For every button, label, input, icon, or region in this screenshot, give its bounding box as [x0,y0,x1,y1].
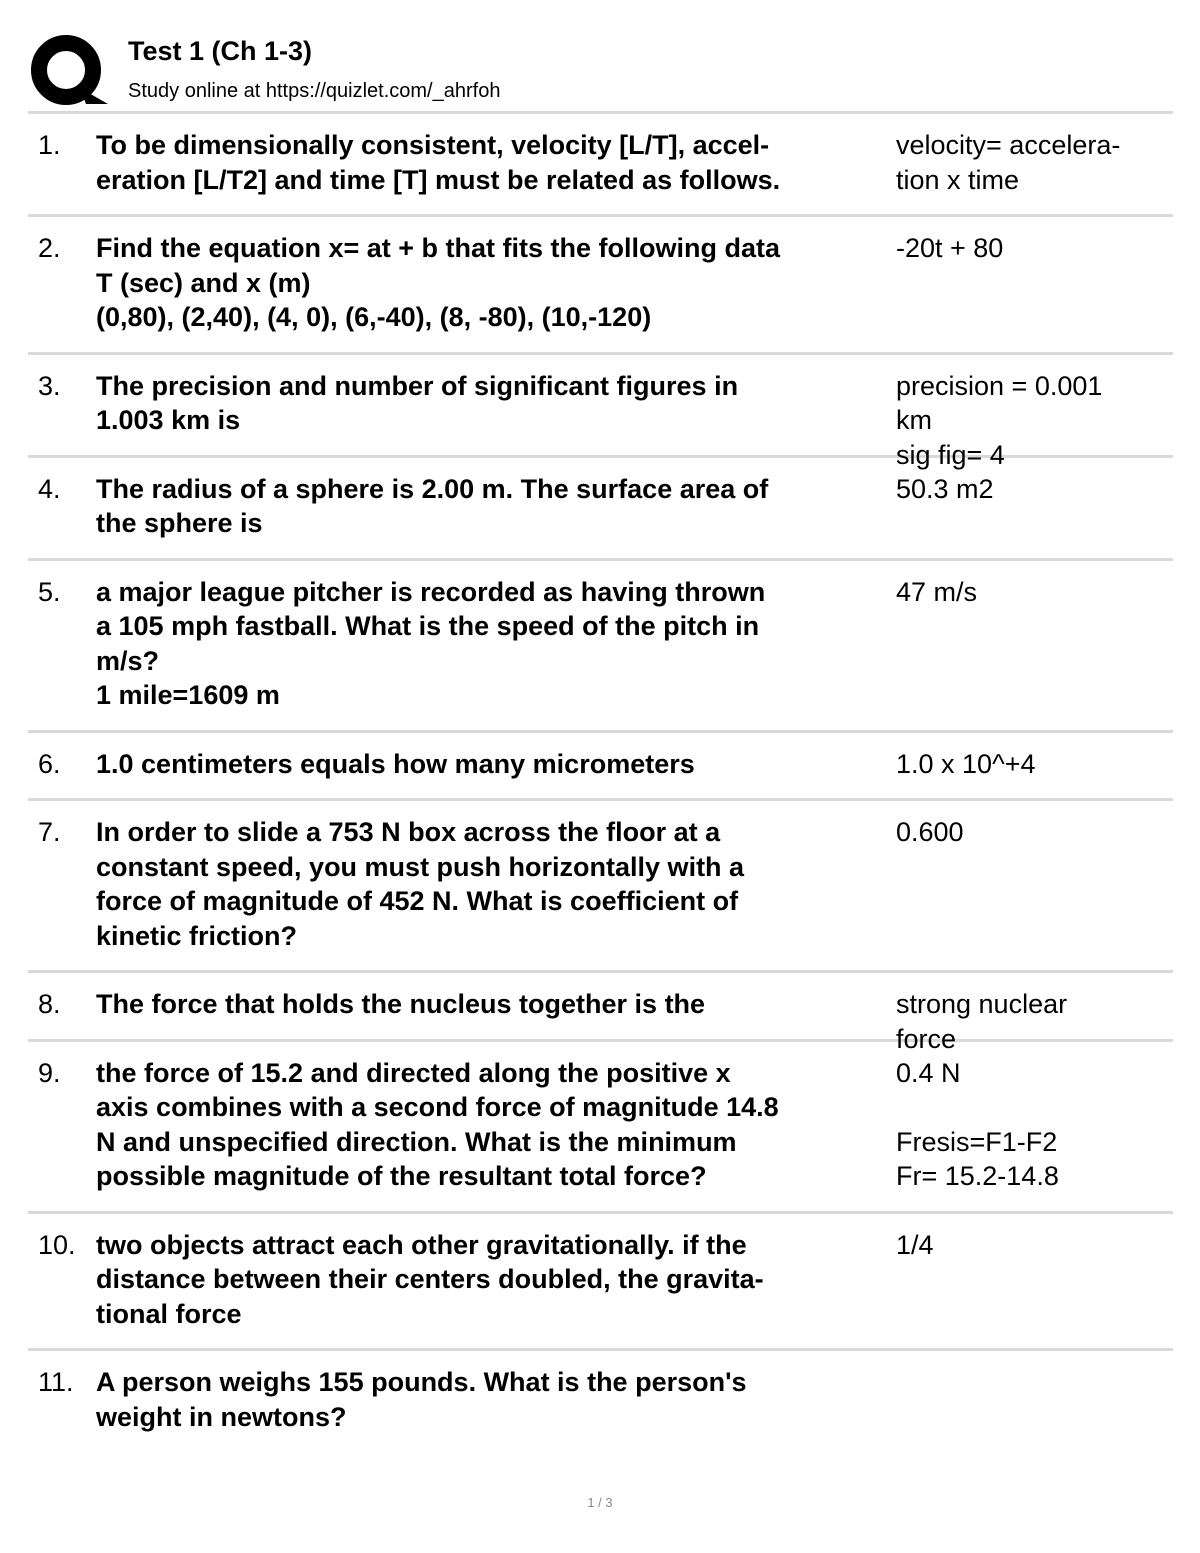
page-number: 1 / 3 [587,1495,613,1510]
card-definition: 0.600 [896,817,964,847]
flashcard-row [28,1042,1173,1214]
flashcard-row [28,973,1173,1054]
card-term: the force of 15.2 and directed along the positive x axis combines with a second force of magnitude 14.8 N and unspecified direction. What is the minimum possible magnitude of the resultant total force? [96,1057,779,1191]
card-definition: precision = 0.001 km sig fig= 4 [896,370,1103,470]
card-number: 11. [38,1367,74,1397]
card-number: 6. [38,748,61,779]
card-term: a major league pitcher is recorded as having thrown a 105 mph fastball. What is the speed of the pitch in m/s? 1 mile=1609 m [96,576,766,710]
page-header [28,30,1173,112]
card-term: The radius of a sphere is 2.00 m. The surface area of the sphere is [96,473,769,538]
card-term: two objects attract each other gravitationally. if the distance between their centers doubled, the gravita- tional force [96,1229,764,1329]
flashcard-row [28,1214,1173,1352]
card-number: 4. [38,473,61,504]
card-term: A person weighs 155 pounds. What is the person's weight in newtons? [96,1367,747,1432]
flashcard-row [28,458,1173,561]
flashcard-list [28,114,1173,1451]
card-term: To be dimensionally consistent, velocity [L/T], accel- eration [L/T2] and time [T] must be related as follows. [96,130,781,195]
card-number: 10. [38,1229,76,1260]
card-number: 3. [38,370,61,401]
card-number: 8. [38,989,61,1019]
card-definition: 1.0 x 10^+4 [896,748,1036,779]
card-definition: 47 m/s [896,576,978,607]
flashcard-row [28,217,1173,355]
page-title: Test 1 (Ch 1-3) [128,36,313,66]
card-number: 9. [38,1057,61,1088]
flashcard-row [28,801,1173,973]
flashcard-row [28,1351,1173,1451]
card-number: 5. [38,576,61,607]
card-term: In order to slide a 753 N box across the floor at a constant speed, you must push horizontally with a force of magnitude of 452 N. What is coefficient of kinetic friction? [96,817,745,951]
card-term: 1.0 centimeters equals how many micrometers [96,748,695,779]
card-definition: 0.4 N Fresis=F1-F2 Fr= 15.2-14.8 [896,1057,1059,1191]
flashcard-row [28,114,1173,217]
study-online-link[interactable]: Study online at https://quizlet.com/_ahrfoh [128,80,501,102]
card-definition: 50.3 m2 [896,473,994,504]
card-term: The force that holds the nucleus together is the [96,989,706,1019]
card-term: Find the equation x= at + b that fits the following data T (sec) and x (m) (0,80), (2,40), (4, 0), (6,-40), (8, -80), (10,-120) [96,233,781,332]
card-definition: velocity= accelera- tion x time [896,130,1121,195]
card-definition: 1/4 [896,1229,934,1260]
flashcard-row [28,355,1173,470]
card-definition: strong nuclear force [896,989,1068,1054]
card-number: 1. [38,130,61,160]
card-term: The precision and number of significant figures in 1.003 km is [96,370,739,435]
card-definition: -20t + 80 [896,233,1004,263]
flashcard-row [28,561,1173,733]
quizlet-logo-icon [28,30,108,110]
card-number: 7. [38,817,61,847]
flashcard-row [28,733,1173,802]
card-number: 2. [38,233,61,263]
